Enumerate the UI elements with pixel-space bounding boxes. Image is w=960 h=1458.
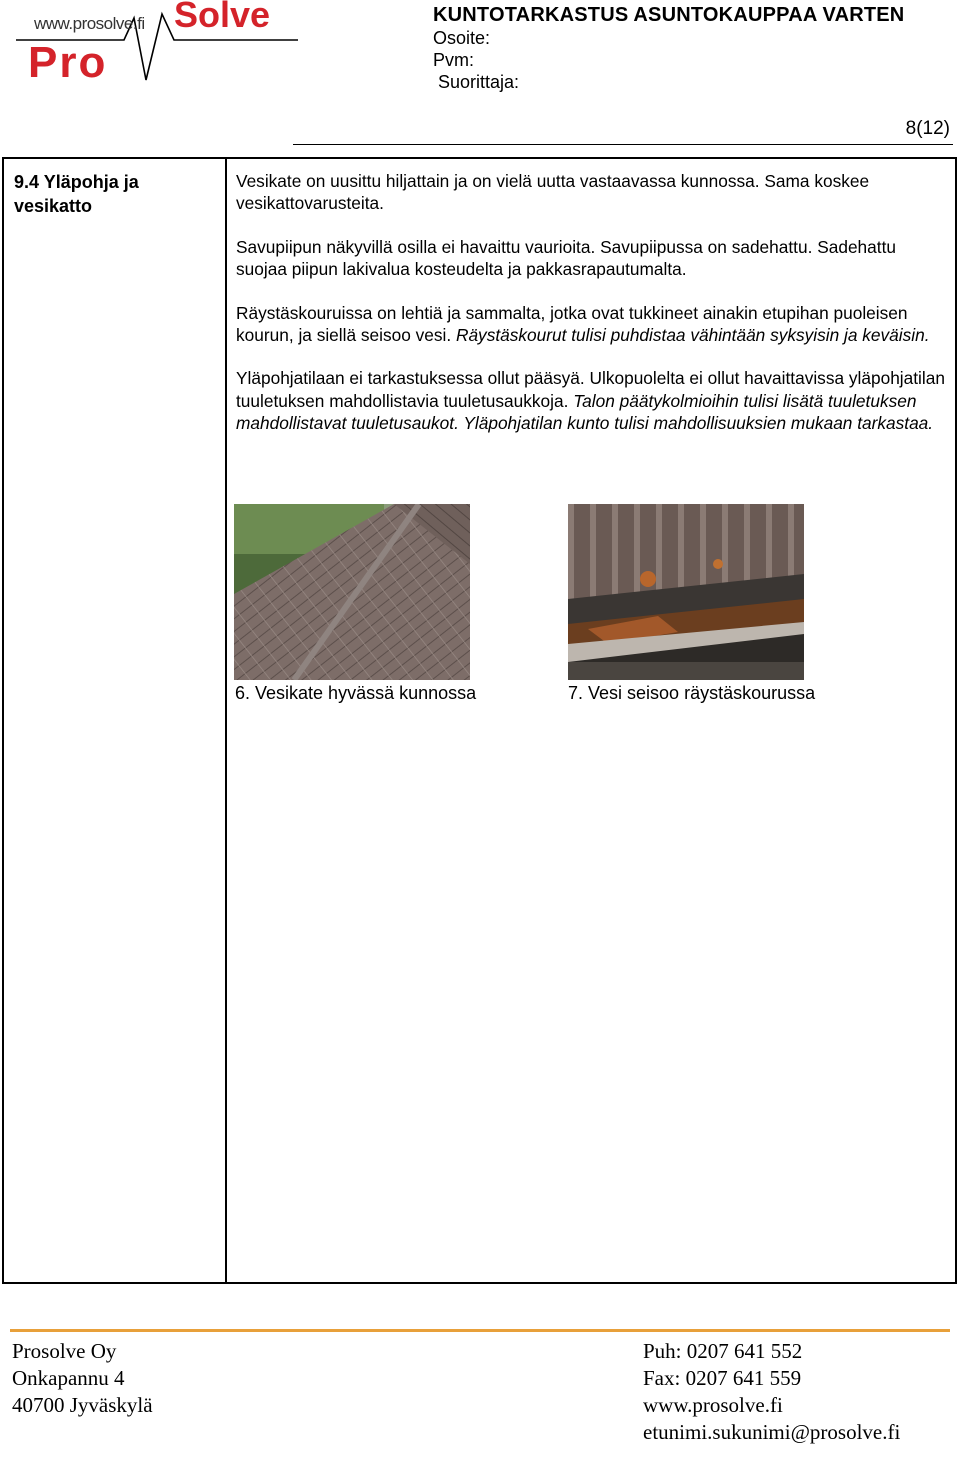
address-label: Osoite: [433,28,491,48]
page-number: 8(12) [905,118,950,139]
column-divider [225,159,227,1282]
company-logo [14,0,304,88]
section-body [236,170,948,456]
logo-solve-text: Solve [174,0,271,35]
report-table [2,157,957,1284]
section-title: 9.4 Yläpohja ja vesikatto [14,172,139,216]
footer-email: etunimi.sukunimi@prosolve.fi [643,1420,901,1444]
document-title: KUNTOTARKASTUS ASUNTOKAUPPAA VARTEN [433,4,905,26]
inspector-label: Suorittaja: [438,72,520,92]
logo-pro-text: Pro [28,38,108,87]
footer-company-name: Prosolve Oy [12,1339,117,1363]
photo-gutter [568,504,804,680]
footer-website: www.prosolve.fi [643,1393,783,1417]
photo-roof-caption: 6. Vesikate hyvässä kunnossa [235,683,477,703]
observation-text: Vesikate on uusittu hiljattain ja on vielä uutta vastaavassa kunnossa. Sama koskee vesikattovarusteita. [236,171,870,214]
logo-url: www.prosolve.fi [34,14,145,33]
recommendation-text: Räystäskourut tulisi puhdistaa vähintään syksyisin ja keväisin. [455,325,930,346]
recommendation-text: Talon päätykolmioihin tulisi lisätä tuuletuksen mahdollistavat tuuletusaukot. Yläpohjatilan kunto tulisi mahdollisuuksien mukaan tarkastaa. [236,390,934,434]
body-paragraph [236,236,948,281]
footer-street: Onkapannu 4 [12,1366,125,1390]
footer-fax: Fax: 0207 641 559 [643,1366,802,1390]
header-divider [293,144,953,145]
footer-postal: 40700 Jyväskylä [12,1393,153,1417]
observation-text: Räystäskouruissa on lehtiä ja sammalta, jotka ovat tukkineet ainakin etupihan puoleisen kourun, ja siellä seisoo vesi. [236,302,908,346]
footer-contact-info [643,1338,900,1446]
observation-text: Savupiipun näkyvillä osilla ei havaittu vaurioita. Savupiipussa on sadehattu. Sadehattu suojaa piipun lakivalua kosteudelta ja pakkasrapautumalta. [236,236,896,280]
body-paragraph [236,170,948,215]
footer-phone: Puh: 0207 641 552 [643,1339,803,1363]
footer-divider [10,1329,950,1332]
observation-text: Yläpohjatilaan ei tarkastuksessa ollut pääsyä. Ulkopuolelta ei ollut havaittavissa yläpohjatilan tuuletuksen mahdollistavia tuuletusaukkoja. [236,368,945,411]
date-label: Pvm: [433,50,475,70]
footer-company-info [12,1338,153,1419]
body-paragraph [236,367,948,434]
photo-gutter-caption: 7. Vesi seisoo räystäskourussa [568,683,816,703]
photo-roof [234,504,470,680]
body-paragraph [236,302,948,347]
